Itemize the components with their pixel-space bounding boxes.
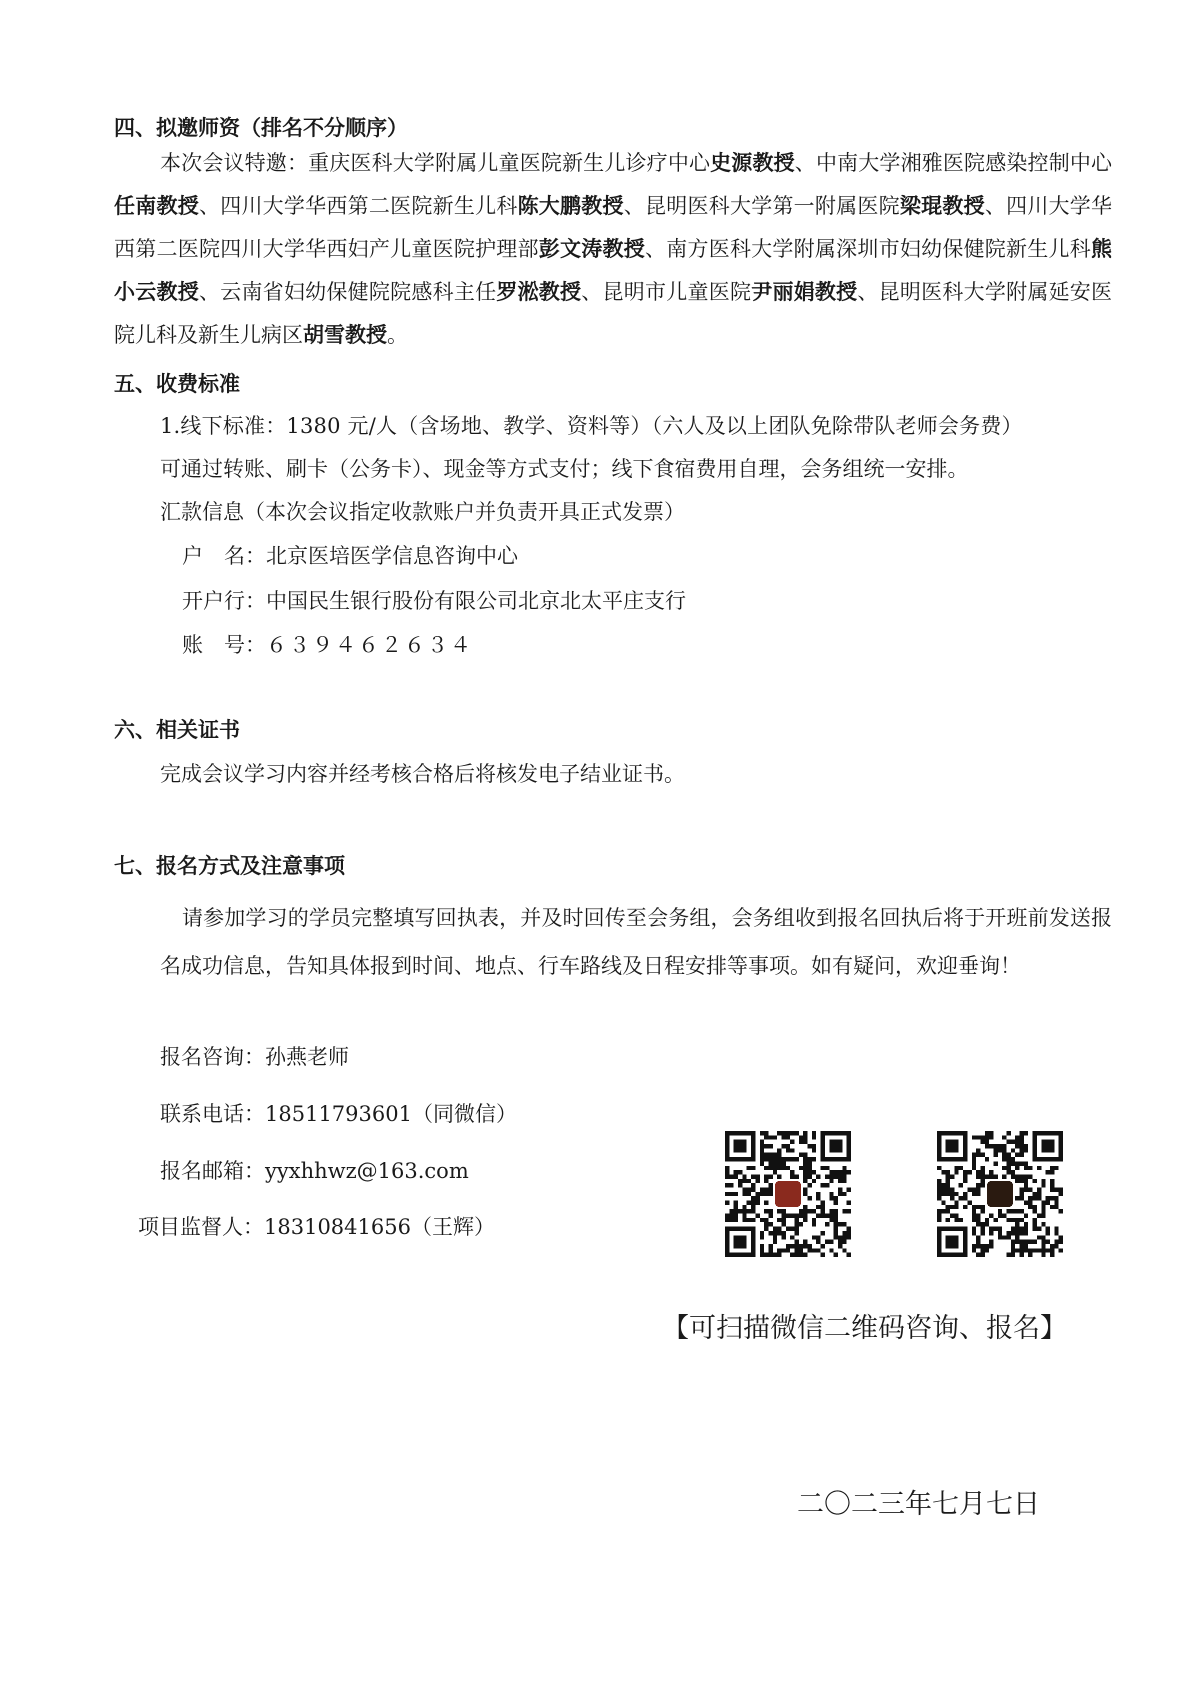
fee-standard-line: 1.线下标准：1380 元/人（含场地、教学、资料等）（六人及以上团队免除带队老师会务费）: [160, 414, 1023, 438]
account-name-row: [182, 540, 518, 570]
professor-name: 梁琨教授: [899, 194, 985, 218]
section-7-heading: 七、报名方式及注意事项: [114, 854, 345, 878]
bank-row: [182, 585, 686, 615]
wechat-qr-code-2: [937, 1131, 1063, 1257]
professor-name: 熊小云教授: [114, 237, 1113, 304]
project-supervisor: 项目监督人：18310841656（王辉）: [138, 1215, 495, 1239]
section-5-heading: 五、收费标准: [114, 372, 240, 396]
wechat-qr-code-1: [725, 1131, 851, 1257]
professor-name: 彭文涛教授: [538, 237, 645, 261]
account-name-value: 北京医培医学信息咨询中心: [266, 544, 518, 568]
section-4-heading: 四、拟邀师资（排名不分顺序）: [114, 116, 408, 140]
contact-phone: 联系电话：18511793601（同微信）: [160, 1102, 517, 1126]
professor-name: 史源教授: [710, 151, 795, 175]
faculty-text: 、四川大学华西第二医院四川大学华西妇产儿童医院护理部: [114, 194, 1113, 261]
faculty-paragraph: [114, 142, 1112, 357]
account-name-label: 户 名：: [182, 544, 266, 568]
professor-name: 胡雪教授: [303, 323, 387, 347]
faculty-text: 、中南大学湘雅医院感染控制中心: [794, 151, 1113, 175]
account-number-row: [182, 629, 473, 659]
faculty-text: 本次会议特邀：重庆医科大学附属儿童医院新生儿诊疗中心: [160, 151, 711, 175]
faculty-text: 、四川大学华西第二医院新生儿科: [198, 194, 518, 218]
certificate-text: 完成会议学习内容并经考核合格后将核发电子结业证书。: [160, 762, 685, 786]
professor-name: 尹丽娟教授: [751, 280, 858, 304]
faculty-text: 、云南省妇幼保健院院感科主任: [198, 280, 497, 304]
faculty-text: 、南方医科大学附属深圳市妇幼保健院新生儿科: [644, 237, 1092, 261]
account-number-label: 账 号：: [182, 633, 266, 657]
professor-name: 陈大鹏教授: [517, 194, 624, 218]
section-6-heading: 六、相关证书: [114, 718, 240, 742]
account-number-value: ６３９４６２６３４: [266, 633, 473, 657]
payment-methods-line: 可通过转账、刷卡（公务卡）、现金等方式支付；线下食宿费用自理，会务组统一安排。: [160, 457, 969, 481]
qr-caption: 【可扫描微信二维码咨询、报名】: [662, 1313, 1067, 1344]
registration-consultant: 报名咨询：孙燕老师: [160, 1045, 349, 1069]
faculty-text: 、昆明市儿童医院: [581, 280, 752, 304]
remittance-info-title: 汇款信息（本次会议指定收款账户并负责开具正式发票）: [160, 500, 685, 524]
bank-label: 开户行：: [182, 589, 266, 613]
professor-name: 任南教授: [114, 194, 199, 218]
document-date: 二〇二三年七月七日: [797, 1489, 1040, 1520]
professor-name: 罗淞教授: [496, 280, 582, 304]
faculty-text: 。: [387, 323, 408, 347]
faculty-text: 、昆明医科大学附属延安医院儿科及新生儿病区: [114, 280, 1113, 347]
registration-email: 报名邮箱：yyxhhwz@163.com: [160, 1159, 469, 1183]
registration-instructions: 请参加学习的学员完整填写回执表，并及时回传至会务组，会务组收到报名回执后将于开班前发送报名成功信息，告知具体报到时间、地点、行车路线及日程安排等事项。如有疑问，欢迎垂询！: [160, 906, 1112, 978]
faculty-text: 、昆明医科大学第一附属医院: [623, 194, 900, 218]
bank-value: 中国民生银行股份有限公司北京北太平庄支行: [266, 589, 686, 613]
